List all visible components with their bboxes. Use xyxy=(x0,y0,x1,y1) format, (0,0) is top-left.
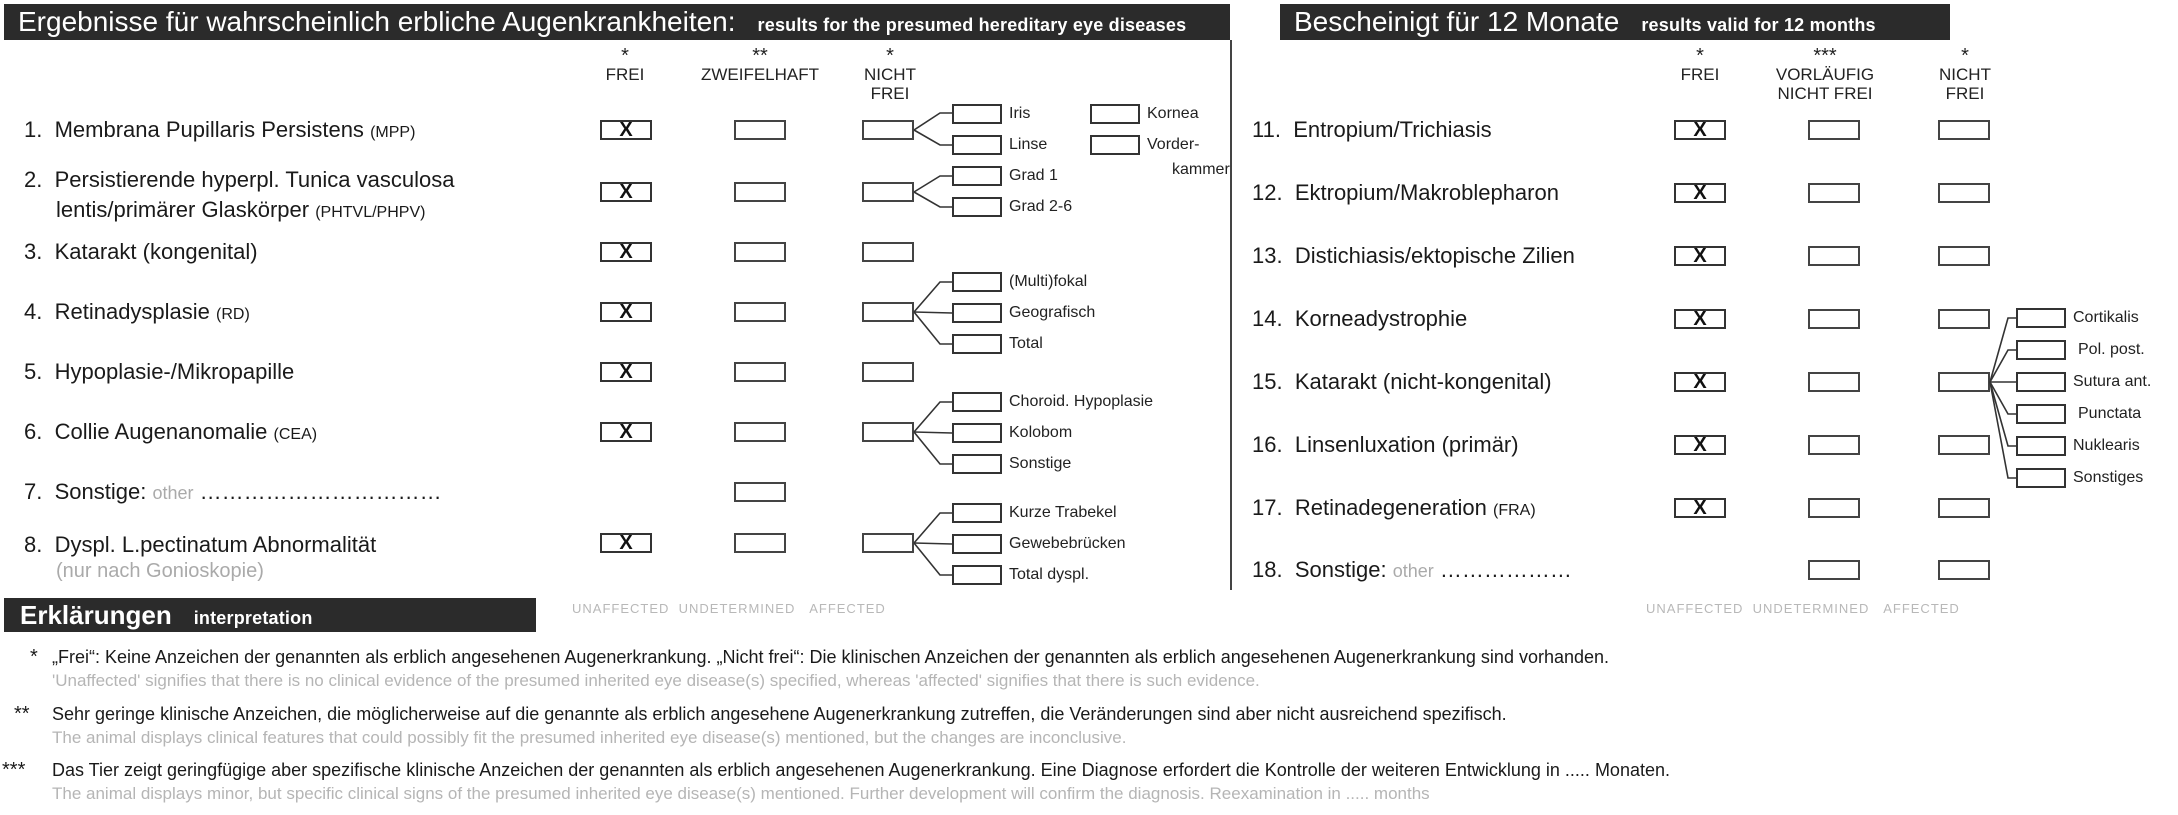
row-sonstige-right: 18. Sonstige: other ……………… xyxy=(1252,557,1572,582)
mpp-kornea-label: Kornea xyxy=(1147,105,1199,122)
lpectinatum-frei-checkbox[interactable]: X xyxy=(600,533,652,553)
lp-kurze-trabekel-label: Kurze Trabekel xyxy=(1009,504,1117,521)
phtvl-grad26-label: Grad 2-6 xyxy=(1009,198,1073,215)
rd-frei-checkbox[interactable]: X xyxy=(600,302,652,322)
row-mpp: 1. Membrana Pupillaris Persistens (MPP) xyxy=(24,117,416,142)
row-entropium: 11. Entropium/Trichiasis xyxy=(1252,117,1492,142)
lp-total-dyspl-label: Total dyspl. xyxy=(1009,566,1090,583)
legend-star-3: *** xyxy=(2,759,26,781)
kat-cortikalis-label: Cortikalis xyxy=(2073,309,2139,326)
mpp-vorderkammer-label-2: kammer xyxy=(1172,161,1230,178)
retinadegeneration-frei-checkbox[interactable]: X xyxy=(1674,498,1726,518)
row-lpectinatum-line2: (nur nach Gonioskopie) xyxy=(56,560,264,582)
interpretation-title: Erklärungen xyxy=(20,600,172,630)
left-header-title: Ergebnisse für wahrscheinlich erbliche Augenkrankheiten: xyxy=(18,6,736,37)
right-header-subtitle: results valid for 12 months xyxy=(1641,15,1876,35)
row-linsenluxation: 16. Linsenluxation (primär) xyxy=(1252,432,1519,457)
row-sonstige-left: 7. Sonstige: other …………………………… xyxy=(24,479,442,504)
kat-nuklearis-label: Nuklearis xyxy=(2073,437,2140,454)
row-katarakt-nicht-kong: 15. Katarakt (nicht-kongenital) xyxy=(1252,369,1552,394)
right-header-title: Bescheinigt für 12 Monate xyxy=(1294,6,1620,37)
right-col-frei: * FREI xyxy=(1680,45,1720,84)
row-phtvl-line2: lentis/primärer Glaskörper (PHTVL/PHPV) xyxy=(56,197,426,222)
rd-total-label: Total xyxy=(1009,335,1043,352)
row-cea: 6. Collie Augenanomalie (CEA) xyxy=(24,419,318,444)
distichiasis-frei-checkbox[interactable]: X xyxy=(1674,246,1726,266)
row-ektropium: 12. Ektropium/Makroblepharon xyxy=(1252,180,1559,205)
left-col-zweifelhaft: ** ZWEIFELHAFT xyxy=(700,45,820,84)
rd-multifokal-label: (Multi)fokal xyxy=(1009,273,1088,290)
kat-sutura-ant-label: Sutura ant. xyxy=(2073,373,2152,390)
right-col-nicht-frei: * NICHT FREI xyxy=(1939,45,1991,103)
legend-en-1: 'Unaffected' signifies that there is no clinical evidence of the presumed inherited eye disease(s) specified, whereas 'affected' signifies that there is such evidence. xyxy=(52,671,1260,690)
interpretation-subtitle: interpretation xyxy=(193,608,313,628)
korneadystrophie-frei-checkbox[interactable]: X xyxy=(1674,309,1726,329)
left-col-frei: * FREI xyxy=(605,45,645,84)
legend-star-2: ** xyxy=(14,703,30,725)
kat-sonstiges-label: Sonstiges xyxy=(2073,469,2144,486)
cea-sonstige-label: Sonstige xyxy=(1009,455,1072,472)
row-katarakt-kongenital: 3. Katarakt (kongenital) xyxy=(24,239,258,264)
left-col-footer: UNAFFECTED UNDETERMINED AFFECTED xyxy=(572,601,886,616)
legend-de-2: Sehr geringe klinische Anzeichen, die möglicherweise auf die genannte als erblich angesehene Augenerkrankung zutreffen, die Veränderungen sind aber nicht ausreichend spezifisch. xyxy=(52,704,1507,724)
kat-punctata-label: Punctata xyxy=(2078,405,2142,422)
legend-de-3: Das Tier zeigt geringfügige aber spezifische klinische Anzeichen der genannten als erblich angesehenen Augenerkrankung. Eine Diagnose erfordert die Kontrolle der weiteren Entwicklung in ..... Monaten. xyxy=(52,760,1670,780)
right-col-vorlaeufig: *** VORLÄUFIG NICHT FREI xyxy=(1775,45,1875,103)
legend-en-2: The animal displays clinical features that could possibly fit the presumed inherited eye disease(s) mentioned, but the changes are inconclusive. xyxy=(52,728,1127,747)
legend-star-1: * xyxy=(30,646,38,668)
row-phtvl: 2. Persistierende hyperpl. Tunica vasculosa xyxy=(24,167,455,192)
interpretation-header xyxy=(4,598,536,632)
cea-frei-checkbox[interactable]: X xyxy=(600,422,652,442)
row-retinadegeneration: 17. Retinadegeneration (FRA) xyxy=(1252,495,1536,520)
legend-en-3: The animal displays minor, but specific clinical signs of the presumed inherited eye disease(s) mentioned. Further development will confirm the diagnosis. Reexamination in ..... months xyxy=(52,784,1430,803)
cea-choroid-label: Choroid. Hypoplasie xyxy=(1009,393,1154,410)
ektropium-frei-checkbox[interactable]: X xyxy=(1674,183,1726,203)
katarakt-nicht-kong-frei-checkbox[interactable]: X xyxy=(1674,372,1726,392)
kat-pol-post-label: Pol. post. xyxy=(2078,341,2145,358)
phtvl-grad1-label: Grad 1 xyxy=(1009,167,1058,184)
mpp-iris-label: Iris xyxy=(1009,105,1031,122)
row-lpectinatum: 8. Dyspl. L.pectinatum Abnormalität xyxy=(24,532,377,557)
entropium-frei-checkbox[interactable]: X xyxy=(1674,120,1726,140)
mpp-vorderkammer-label: Vorder- xyxy=(1147,136,1200,153)
right-col-footer: UNAFFECTED UNDETERMINED AFFECTED xyxy=(1646,601,1960,616)
row-rd: 4. Retinadysplasie (RD) xyxy=(24,299,250,324)
row-korneadystrophie: 14. Korneadystrophie xyxy=(1252,306,1468,331)
row-distichiasis: 13. Distichiasis/ektopische Zilien xyxy=(1252,243,1575,268)
phtvl-frei-checkbox[interactable]: X xyxy=(600,182,652,202)
hypoplasie-frei-checkbox[interactable]: X xyxy=(600,362,652,382)
mpp-frei-checkbox[interactable]: X xyxy=(600,120,652,140)
mpp-linse-label: Linse xyxy=(1009,136,1048,153)
row-hypoplasie: 5. Hypoplasie-/Mikropapille xyxy=(24,359,295,384)
legend-de-1: „Frei“: Keine Anzeichen der genannten als erblich angesehenen Augenerkrankung. „Nicht frei“: Die klinischen Anzeichen der genannten als erblich angesehenen Augenerkrankung sind vorhanden. xyxy=(52,647,1610,667)
left-header-subtitle: results for the presumed hereditary eye diseases xyxy=(757,15,1187,35)
linsenluxation-frei-checkbox[interactable]: X xyxy=(1674,435,1726,455)
left-col-nicht-frei: * NICHT FREI xyxy=(864,45,916,103)
lp-gewebebruecken-label: Gewebebrücken xyxy=(1009,535,1126,552)
cea-kolobom-label: Kolobom xyxy=(1009,424,1073,441)
rd-geografisch-label: Geografisch xyxy=(1009,304,1096,321)
katarakt-kong-frei-checkbox[interactable]: X xyxy=(600,242,652,262)
